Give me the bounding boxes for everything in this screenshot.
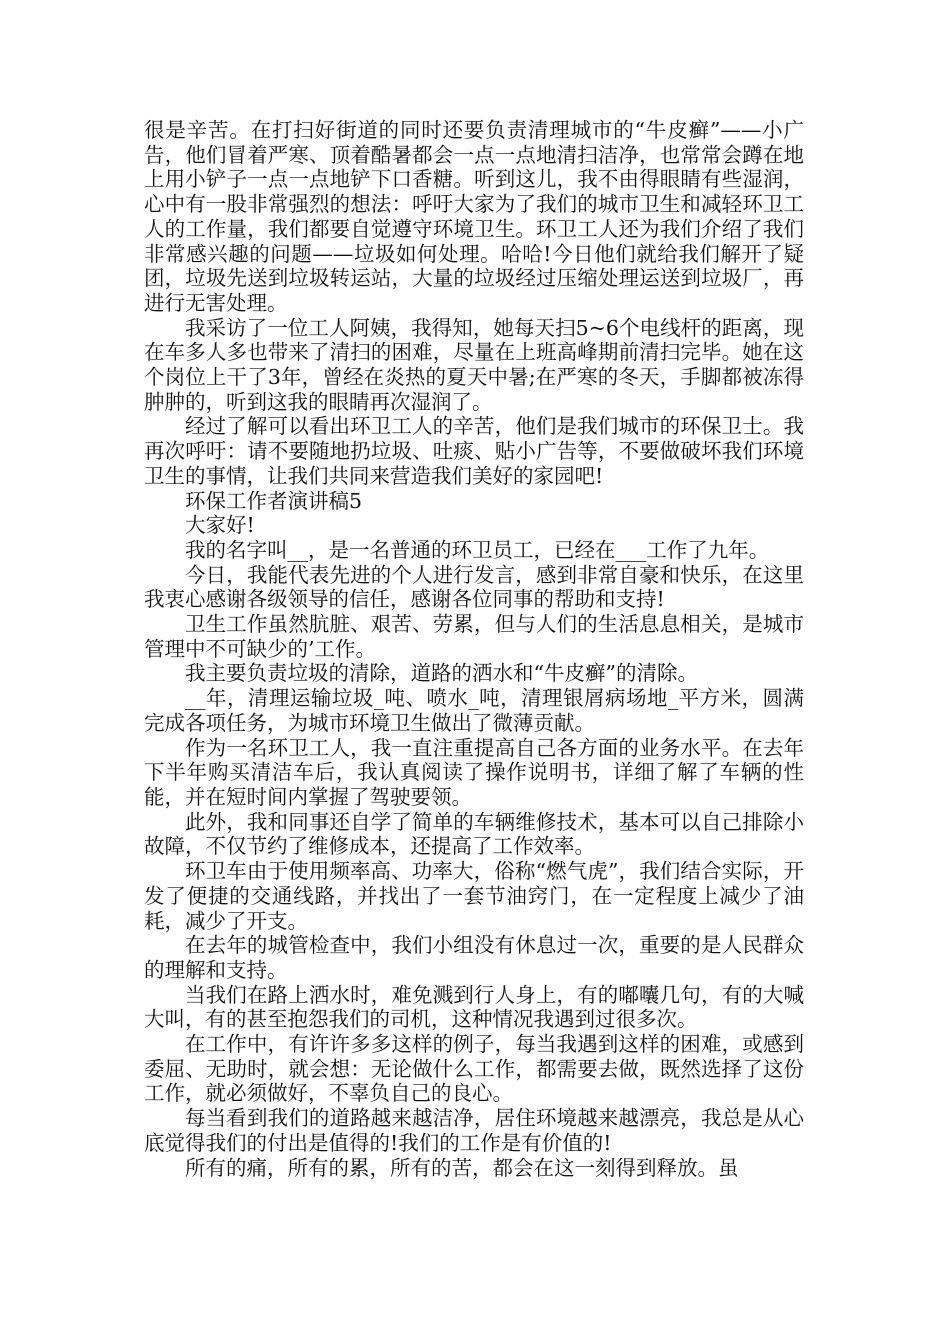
document-page <box>144 118 804 1180</box>
paragraph-fuel-saving: 环卫车由于使用频率高、功率大，俗称“燃气虎”，我们结合实际，开发了便捷的交通线路，并找出了一套节油窍门，在一定程度上减少了油耗，减少了开支。 <box>144 859 804 933</box>
speech-title: 环保工作者演讲稿5 <box>185 488 363 513</box>
paragraph-value: 每当看到我们的道路越来越洁净，居住环境越来越漂亮，我总是从心底觉得我们的付出是值得的!我们的工作是有价值的! <box>144 1106 804 1155</box>
paragraph-achievements: __年，清理运输垃圾_吨、喷水_吨，清理银屑病场地_平方米，圆满完成各项任务，为城市环境卫生做出了微薄贡献。 <box>144 686 804 735</box>
paragraph-release: 所有的痛，所有的累，所有的苦，都会在这一刻得到释放。虽 <box>185 1155 739 1180</box>
paragraph-interview: 我采访了一位工人阿姨，我得知，她每天扫5~6个电线杆的距离，现在车多人多也带来了清扫的困难，尽量在上班高峰期前清扫完毕。她在这个岗位上干了3年，曾经在炎热的夏天中暑;在严寒的冬天，手脚都被冻得肿肿的，听到这我的眼睛再次湿润了。 <box>144 315 804 414</box>
greeting: 大家好! <box>185 513 255 538</box>
paragraph-responsibilities: 我主要负责垃圾的清除，道路的洒水和“牛皮癣”的清除。 <box>185 661 698 686</box>
paragraph-sanitation-work: 卫生工作虽然肮脏、艰苦、劳累，但与人们的生活息息相关，是城市管理中不可缺少的’工作。 <box>144 612 804 661</box>
paragraph-difficulties: 在工作中，有许许多多这样的例子，每当我遇到这样的困难，或感到委屈、无助时，就会想：无论做什么工作，都需要去做，既然选择了这份工作，就必须做好，不辜负自己的良心。 <box>144 1032 804 1106</box>
paragraph-thanks: 今日，我能代表先进的个人进行发言，感到非常自豪和快乐，在这里我衷心感谢各级领导的信任，感谢各位同事的帮助和支持! <box>144 562 804 612</box>
paragraph-watering: 当我们在路上洒水时，难免溅到行人身上，有的嘟囔几句，有的大喊大叫，有的甚至抱怨我们的司机，这种情况我遇到过很多次。 <box>144 982 804 1032</box>
paragraph-skills: 作为一名环卫工人，我一直注重提高自己各方面的业务水平。在去年下半年购买清洁车后，我认真阅读了操作说明书，详细了解了车辆的性能，并在短时间内掌握了驾驶要领。 <box>144 735 804 809</box>
paragraph-continuation: 很是辛苦。在打扫好街道的同时还要负责清理城市的“牛皮癣”——小广告，他们冒着严寒、顶着酷暑都会一点一点地清扫洁净，也常常会蹲在地上用小铲子一点一点地铲下口香糖。听到这儿，我不由得眼睛有些湿润，心中有一股非常强烈的想法：呼吁大家为了我们的城市卫生和减轻环卫工人的工作量，我们都要自觉遵守环境卫生。环卫工人还为我们介绍了我们非常感兴趣的问题——垃圾如何处理。哈哈!今日他们就给我们解开了疑团，垃圾先送到垃圾转运站，大量的垃圾经过压缩处理运送到垃圾厂，再进行无害处理。 <box>144 118 804 315</box>
paragraph-inspection: 在去年的城管检查中，我们小组没有休息过一次，重要的是人民群众的理解和支持。 <box>144 933 804 982</box>
paragraph-repair: 此外，我和同事还自学了简单的车辆维修技术，基本可以自己排除小故障，不仅节约了维修成本，还提高了工作效率。 <box>144 809 804 859</box>
paragraph-appeal: 经过了解可以看出环卫工人的辛苦，他们是我们城市的环保卫士。我再次呼吁：请不要随地扔垃圾、吐痰、贴小广告等，不要做破坏我们环境卫生的事情，让我们共同来营造我们美好的家园吧! <box>144 414 804 488</box>
paragraph-introduction: 我的名字叫__，是一名普通的环卫员工，已经在___工作了九年。 <box>185 537 770 562</box>
